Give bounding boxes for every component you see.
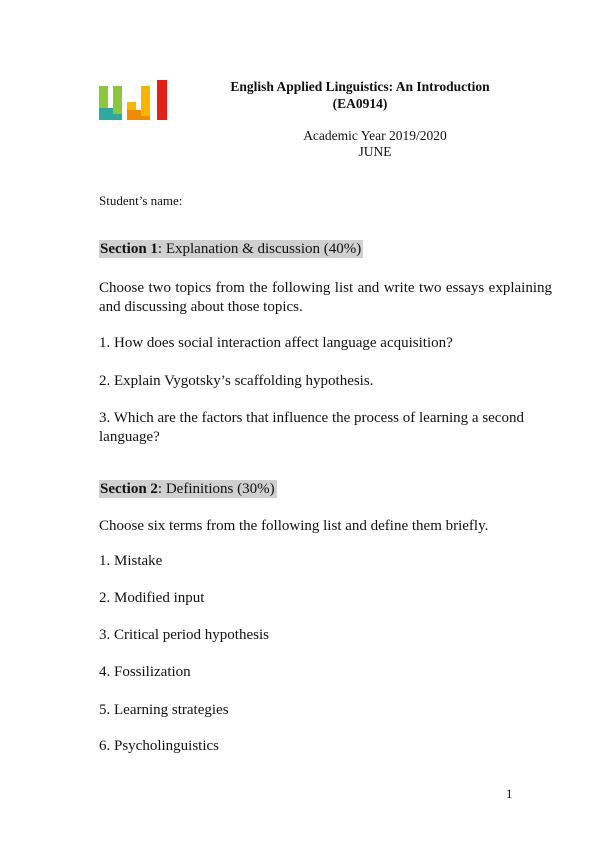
section2-instructions: Choose six terms from the following list and define them briefly. [99,518,489,534]
section2-term-6: 6. Psycholinguistics [99,738,220,754]
course-title-line1: English Applied Linguistics: An Introduction [230,79,490,94]
section2-heading [99,480,277,498]
logo-j-right [141,86,150,116]
section2-heading-rest: : Definitions (30%) [157,481,275,497]
section2-term-5: 5. Learning strategies [99,702,229,718]
section1-heading-rest: : Explanation & discussion (40%) [157,241,362,257]
section1-heading [99,240,363,258]
section1-heading-bold: Section 1 [100,241,158,257]
exam-session: JUNE [358,144,392,159]
student-name-label: Student’s name: [99,193,183,208]
logo-u-right [113,86,122,114]
page-number: 1 [506,786,513,801]
section1-instructions: Choose two topics from the following list and write two essays explaining and discussing about those topics. [99,280,552,315]
section1-topic-1: 1. How does social interaction affect language acquisition? [99,335,453,351]
course-title [222,78,498,112]
section1-topic-3: 3. Which are the factors that influence the process of learning a second language? [99,410,524,445]
section2-heading-bold: Section 2 [100,481,158,497]
logo-i-bar [157,80,167,120]
section1-topic-2: 2. Explain Vygotsky’s scaffolding hypothesis. [99,373,374,389]
section2-term-2: 2. Modified input [99,590,205,606]
section2-term-3: 3. Critical period hypothesis [99,627,269,643]
exam-meta [290,128,460,160]
section2-term-4: 4. Fossilization [99,664,191,680]
academic-year: Academic Year 2019/2020 [303,128,447,143]
section2-term-1: 1. Mistake [99,553,163,569]
uji-logo [99,80,173,120]
course-code: (EA0914) [332,96,388,111]
